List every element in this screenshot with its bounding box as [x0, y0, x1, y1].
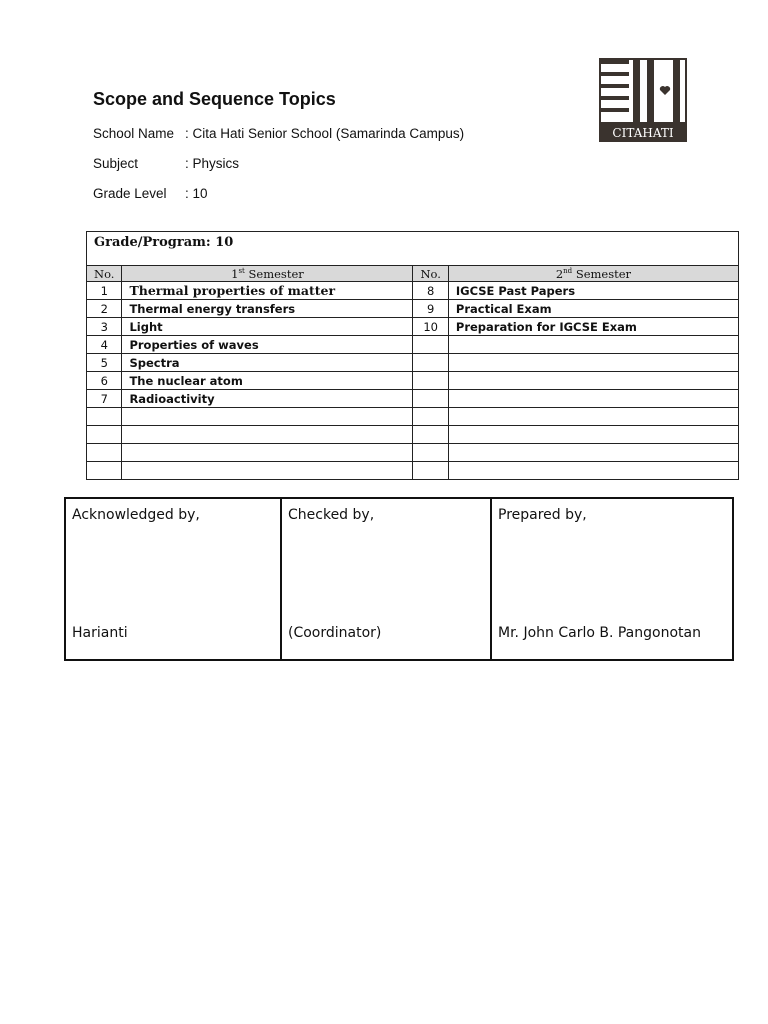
sem2-number-cell: 8: [413, 282, 448, 300]
sem1-topic-cell: Radioactivity: [122, 390, 413, 408]
svg-text:CITAHATI: CITAHATI: [612, 126, 674, 140]
sem1-topic-cell: Properties of waves: [122, 336, 413, 354]
sem1-number-cell: 1: [87, 282, 122, 300]
sem1-number-cell: 6: [87, 372, 122, 390]
sem1-topic-cell: [122, 408, 413, 426]
sem1-number-cell: [87, 408, 122, 426]
page-title: Scope and Sequence Topics: [93, 89, 336, 109]
col-no-header: No.: [87, 266, 122, 282]
table-row: [87, 462, 739, 480]
checked-cell: [281, 498, 491, 660]
sem2-number-cell: [413, 336, 448, 354]
sem2-topic-cell: [448, 390, 738, 408]
citahati-logo: [599, 58, 687, 142]
sem2-number-cell: [413, 390, 448, 408]
sem2-topic-cell: [448, 426, 738, 444]
table-row: [87, 300, 739, 318]
prepared-name: Mr. John Carlo B. Pangonotan: [498, 625, 701, 641]
topics-table: [86, 231, 739, 480]
checked-name: (Coordinator): [288, 625, 382, 641]
table-row: [87, 282, 739, 300]
grade-level-row: [93, 186, 208, 201]
sem1-topic-cell: [122, 444, 413, 462]
table-header-row: [87, 266, 739, 282]
sem2-number-cell: [413, 354, 448, 372]
sem2-topic-cell: [448, 444, 738, 462]
subject-value: : Physics: [185, 156, 240, 171]
subject-row: [93, 156, 239, 171]
sem2-header: 2nd Semester: [448, 266, 738, 282]
table-row: [87, 372, 739, 390]
sem1-topic-cell: Thermal energy transfers: [122, 300, 413, 318]
sem1-number-cell: 7: [87, 390, 122, 408]
sem1-topic-cell: The nuclear atom: [122, 372, 413, 390]
sem2-number-cell: [413, 462, 448, 480]
sem1-number-cell: [87, 426, 122, 444]
table-row: [87, 336, 739, 354]
table-row: [87, 408, 739, 426]
grade-level-value: : 10: [185, 186, 208, 201]
checked-label: Checked by,: [288, 507, 375, 523]
sem1-topic-cell: Light: [122, 318, 413, 336]
sem1-number-cell: [87, 462, 122, 480]
subject-label: Subject: [93, 156, 139, 171]
sem2-number-cell: [413, 444, 448, 462]
sem2-topic-cell: Practical Exam: [448, 300, 738, 318]
school-name-row: [93, 126, 464, 141]
sem1-topic-cell: Thermal properties of matter: [122, 282, 413, 300]
school-name-value: : Cita Hati Senior School (Samarinda Campus): [185, 126, 465, 141]
sem2-number-cell: [413, 372, 448, 390]
prepared-label: Prepared by,: [498, 507, 587, 523]
sem2-topic-cell: [448, 372, 738, 390]
table-row: [87, 426, 739, 444]
sem2-number-cell: [413, 426, 448, 444]
sem2-topic-cell: IGCSE Past Papers: [448, 282, 738, 300]
sem1-number-cell: 3: [87, 318, 122, 336]
sem1-number-cell: [87, 444, 122, 462]
acknowledged-label: Acknowledged by,: [72, 507, 200, 523]
grade-level-label: Grade Level: [93, 186, 167, 201]
table-row: [87, 444, 739, 462]
sem2-number-cell: 9: [413, 300, 448, 318]
sem2-topic-cell: [448, 336, 738, 354]
sem1-number-cell: 4: [87, 336, 122, 354]
sem2-topic-cell: [448, 354, 738, 372]
table-row: [87, 354, 739, 372]
sem1-topic-cell: Spectra: [122, 354, 413, 372]
grade-program-cell: Grade/Program: 10: [87, 232, 739, 266]
table-row: [87, 390, 739, 408]
acknowledged-cell: [65, 498, 281, 660]
sem1-topic-cell: [122, 462, 413, 480]
table-row: [87, 318, 739, 336]
sem1-number-cell: 2: [87, 300, 122, 318]
sem2-topic-cell: [448, 462, 738, 480]
sem1-header: 1st Semester: [122, 266, 413, 282]
acknowledged-name: Harianti: [72, 625, 128, 641]
sem1-number-cell: 5: [87, 354, 122, 372]
sem2-topic-cell: [448, 408, 738, 426]
sem2-number-cell: [413, 408, 448, 426]
prepared-cell: [491, 498, 733, 660]
school-name-label: School Name: [93, 126, 175, 141]
sem2-topic-cell: Preparation for IGCSE Exam: [448, 318, 738, 336]
col-no-header: No.: [413, 266, 448, 282]
sem2-number-cell: 10: [413, 318, 448, 336]
sem1-topic-cell: [122, 426, 413, 444]
signature-table: [64, 497, 734, 661]
